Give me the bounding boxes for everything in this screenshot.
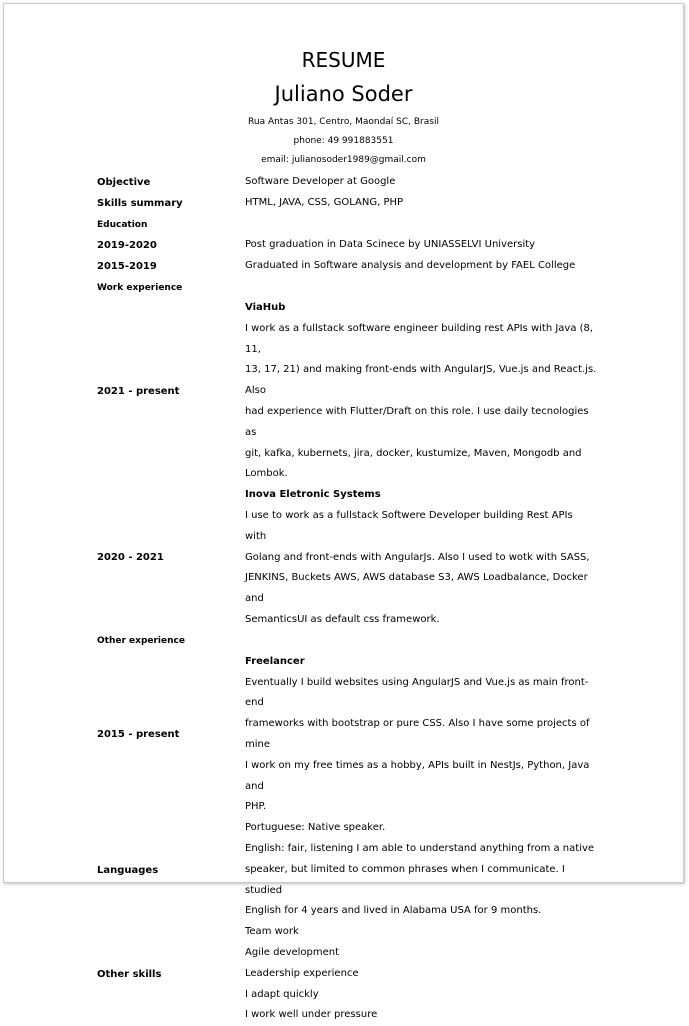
experience-description-line: Eventually I build websites using AngularJS and Vue.js as main front-end: [245, 676, 589, 709]
language-line: English for 4 years and lived in Alabama USA for 9 months.: [245, 905, 542, 917]
work-description-line: JENKINS, Buckets AWS, AWS database S3, AWS Loadbalance, Docker and: [245, 572, 588, 605]
work-item: [97, 485, 597, 631]
skill-item: I work well under pressure: [245, 1009, 378, 1021]
work-period: 2020 - 2021: [97, 552, 164, 564]
experience-description-line: I work on my free times as a hobby, APIs built in NestJs, Python, Java and: [245, 759, 590, 792]
other-skills-row: [97, 922, 597, 1026]
company-name: Inova Eletronic Systems: [245, 489, 381, 501]
other-experience-label: Other experience: [97, 636, 185, 647]
education-description: Post graduation in Data Scinece by UNIASSELVI University: [245, 239, 536, 251]
other-experience-item: [97, 652, 597, 818]
skill-item: Team work: [245, 926, 299, 938]
education-period: 2019-2020: [97, 240, 157, 251]
work-details: [245, 485, 597, 631]
objective-row: [97, 172, 597, 193]
document-title: RESUME: [301, 48, 386, 72]
languages-label: Languages: [97, 864, 159, 876]
languages-row: [97, 818, 597, 922]
languages-details: [245, 818, 597, 922]
work-heading-row: [97, 277, 597, 298]
skills-row: [97, 193, 597, 214]
work-experience-label: Work experience: [97, 282, 183, 293]
education-item: [97, 256, 597, 277]
experience-description-line: PHP.: [245, 801, 267, 813]
skill-item: Leadership experience: [245, 967, 359, 979]
experience-description-line: frameworks with bootstrap or pure CSS. Also I have some projects of mine: [245, 718, 590, 750]
work-details: [245, 298, 597, 485]
skill-item: I adapt quickly: [245, 988, 319, 1000]
other-experience-details: [245, 652, 597, 818]
skill-item: Agile development: [245, 946, 340, 958]
language-line: English: fair, listening I am able to understand anything from a native: [245, 842, 595, 854]
work-description-line: git, kafka, kubernets, jira, docker, kustumize, Maven, Mongodb and: [245, 447, 582, 459]
work-description-line: Golang and front-ends with AngularJs. Also I used to wotk with SASS,: [245, 551, 590, 563]
phone-line: phone: 49 991883551: [293, 136, 394, 146]
education-heading-row: [97, 214, 597, 235]
work-description-line: 13, 17, 21) and making front-ends with AngularJS, Vue.js and React.js. Also: [245, 364, 597, 397]
company-name: ViaHub: [245, 302, 286, 313]
objective-value: Software Developer at Google: [245, 176, 396, 188]
skills-value: HTML, JAVA, CSS, GOLANG, PHP: [245, 197, 404, 209]
language-line: speaker, but limited to common phrases when I communicate. I studied: [245, 863, 565, 896]
work-period: 2021 - present: [97, 386, 180, 398]
language-line: Portuguese: Native speaker.: [245, 822, 386, 834]
other-experience-period: 2015 - present: [97, 729, 180, 741]
education-label: Education: [97, 219, 148, 230]
other-experience-heading-row: [97, 631, 597, 652]
work-description-line: I use to work as a fullstack Softwere Developer building Rest APIs with: [245, 509, 573, 542]
work-description-line: Lombok.: [245, 468, 288, 480]
education-period: 2015-2019: [97, 261, 157, 272]
work-description-line: I work as a fullstack software engineer building rest APIs with Java (8, 11,: [245, 322, 594, 355]
other-skills-label: Other skills: [97, 968, 162, 980]
skills-label: Skills summary: [97, 198, 183, 209]
address-line: Rua Antas 301, Centro, Maondaí SC, Brasil: [248, 117, 439, 127]
person-name: Juliano Soder: [274, 82, 413, 106]
resume-sections: [97, 172, 597, 1026]
work-item: [97, 298, 597, 485]
work-description-line: had experience with Flutter/Draft on this role. I use daily tecnologies as: [245, 405, 589, 438]
email-line: email: julianosoder1989@gmail.com: [261, 155, 426, 165]
education-description: Graduated in Software analysis and development by FAEL College: [245, 260, 576, 272]
education-item: [97, 235, 597, 256]
company-name: Freelancer: [245, 655, 305, 667]
objective-label: Objective: [97, 177, 151, 188]
resume-header: [4, 48, 683, 166]
work-description-line: SemanticsUI as default css framework.: [245, 613, 440, 625]
other-skills-list: [245, 922, 597, 1026]
